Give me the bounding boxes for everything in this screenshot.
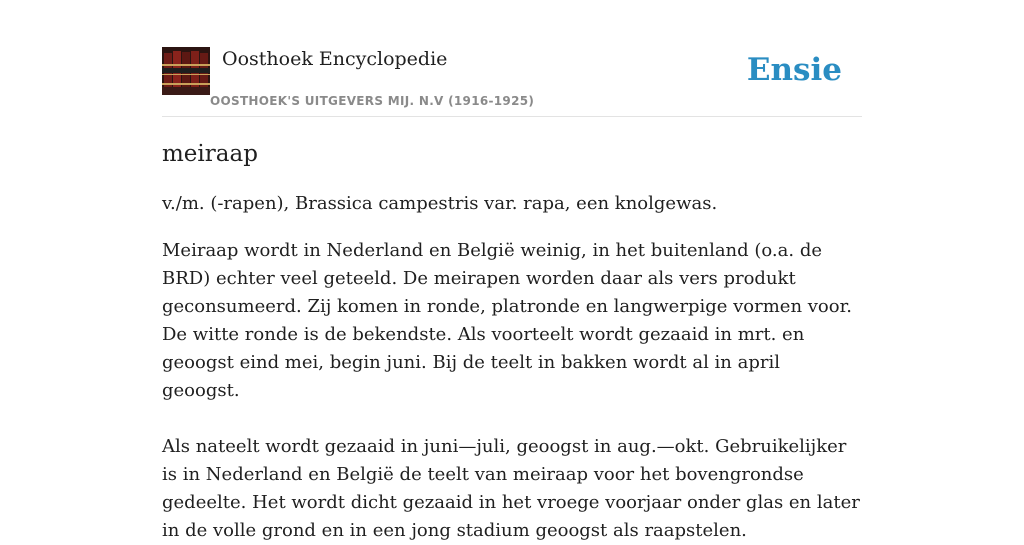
source-header xyxy=(162,44,862,117)
book-spines-icon xyxy=(162,47,210,95)
entry-content xyxy=(162,138,862,545)
entry-paragraph: Meiraap wordt in Nederland en België weinig, in het buitenland (o.a. de BRD) echter veel geteeld. De meirapen worden daar als vers produkt geconsumeerd. Zij komen in ronde, platronde en langwerpige vormen voor. De witte ronde is de bekendste. Als voorteelt wordt gezaaid in mrt. en geoogst eind mei, begin juni. Bij de teelt in bakken wordt al in april geoogst. xyxy=(162,240,852,401)
entry-title: meiraap xyxy=(162,141,258,167)
source-subtitle: OOSTHOEK'S UITGEVERS MIJ. N.V (1916-1925) xyxy=(210,94,535,108)
source-title[interactable]: Oosthoek Encyclopedie xyxy=(222,48,448,70)
source-avatar[interactable] xyxy=(162,47,210,95)
entry-definition: v./m. (-rapen), Brassica campestris var. rapa, een knolgewas. xyxy=(162,193,718,214)
brand-logo-link[interactable]: Ensie xyxy=(746,52,842,88)
entry-paragraph: Als nateelt wordt gezaaid in juni—juli, geoogst in aug.—okt. Gebruikelijker is in Nederland en België de teelt van meiraap voor het bovengrondse gedeelte. Het wordt dicht gezaaid in het vroege voorjaar onder glas en later in de volle grond en in een jong stadium geoogst als raapstelen. xyxy=(162,436,860,541)
